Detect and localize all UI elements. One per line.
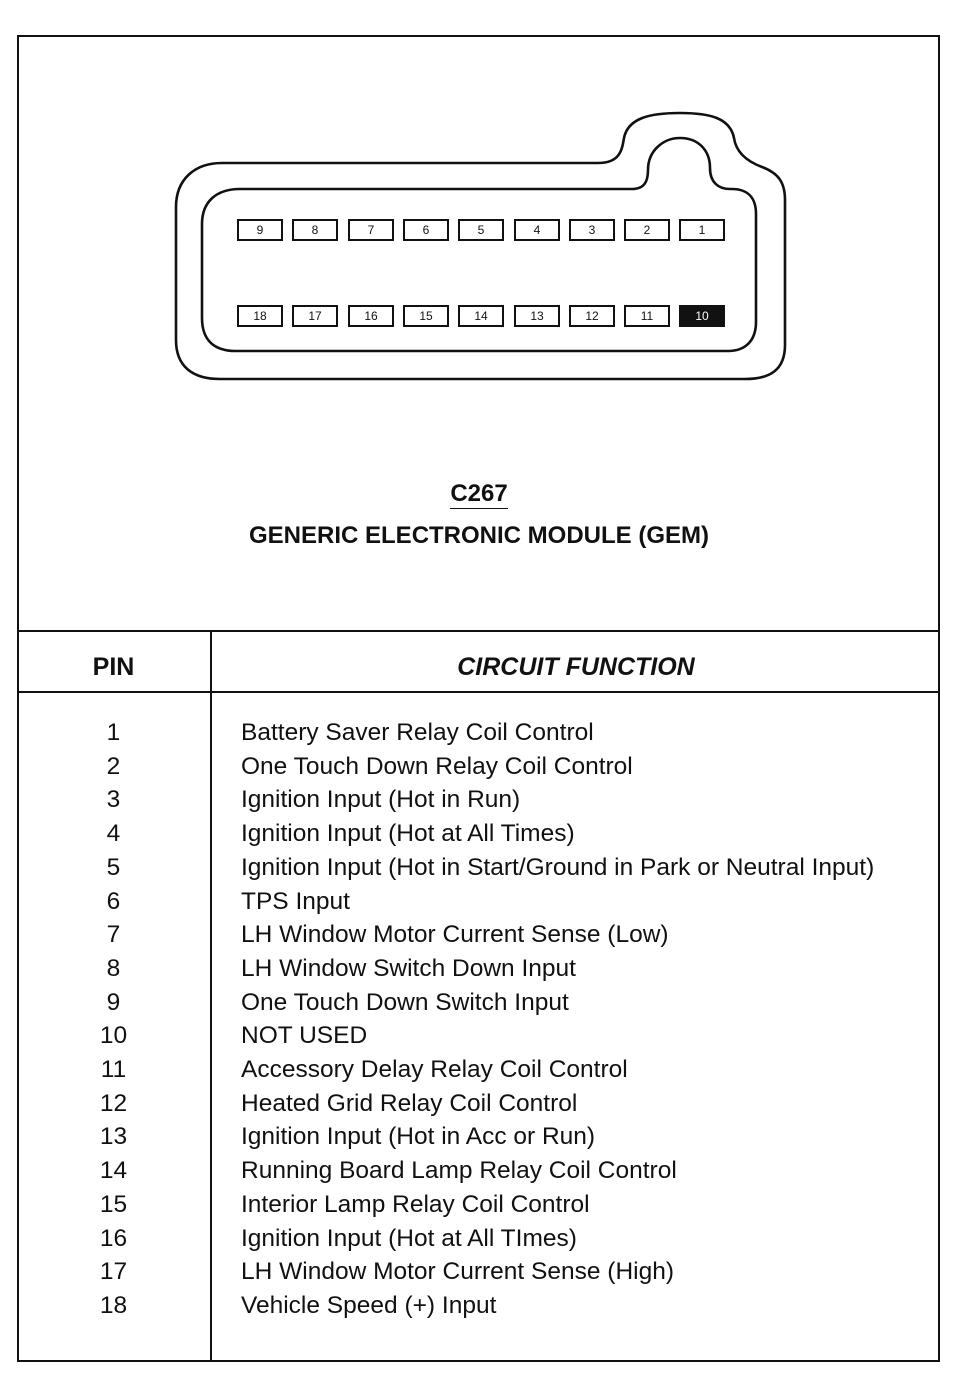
connector-name: GENERIC ELECTRONIC MODULE (GEM) <box>249 522 709 549</box>
pin-function-table <box>17 716 940 1323</box>
table-row <box>17 783 940 817</box>
pin-8: 8 <box>292 219 338 241</box>
circuit-function: Heated Grid Relay Coil Control <box>241 1089 578 1117</box>
pin-10: 10 <box>679 305 725 327</box>
pin-number: 18 <box>99 1291 128 1319</box>
pin-number: 14 <box>99 1157 128 1185</box>
circuit-function: TPS Input <box>241 887 350 915</box>
circuit-function: Interior Lamp Relay Coil Control <box>241 1190 590 1218</box>
table-header-rule <box>17 691 940 693</box>
table-row <box>17 1087 940 1121</box>
circuit-function: Accessory Delay Relay Coil Control <box>241 1056 628 1084</box>
table-row <box>17 716 940 750</box>
table-row <box>17 1188 940 1222</box>
pin-number: 4 <box>106 820 121 848</box>
pin-number: 6 <box>106 887 121 915</box>
pin-number: 11 <box>100 1056 127 1084</box>
circuit-function: Ignition Input (Hot at All Times) <box>241 820 575 848</box>
circuit-function: Vehicle Speed (+) Input <box>241 1291 497 1319</box>
circuit-function: LH Window Motor Current Sense (High) <box>241 1258 674 1286</box>
pin-6: 6 <box>403 219 449 241</box>
pin-4: 4 <box>514 219 560 241</box>
pin-number: 8 <box>106 954 121 982</box>
circuit-function: LH Window Motor Current Sense (Low) <box>241 921 669 949</box>
pin-number: 10 <box>99 1022 128 1050</box>
table-row <box>17 1289 940 1323</box>
pin-2: 2 <box>624 219 670 241</box>
circuit-function: Ignition Input (Hot in Start/Ground in Park or Neutral Input) <box>241 853 875 881</box>
pin-number: 15 <box>99 1190 128 1218</box>
table-row <box>17 1053 940 1087</box>
circuit-function: One Touch Down Switch Input <box>241 988 569 1016</box>
pin-number: 16 <box>99 1224 128 1252</box>
pin-11: 11 <box>624 305 670 327</box>
pin-number: 17 <box>99 1258 128 1286</box>
circuit-function: Battery Saver Relay Coil Control <box>241 719 594 746</box>
pin-1: 1 <box>679 219 725 241</box>
pin-12: 12 <box>569 305 615 327</box>
table-row <box>17 1154 940 1188</box>
connector-id <box>0 480 958 508</box>
table-row <box>17 1255 940 1289</box>
header-pin: PIN <box>92 653 135 681</box>
pin-number: 2 <box>106 752 121 780</box>
table-row <box>17 1019 940 1053</box>
pin-number: 9 <box>106 988 121 1016</box>
pin-17: 17 <box>292 305 338 327</box>
pin-number: 12 <box>99 1089 128 1117</box>
pin-number: 13 <box>99 1123 128 1151</box>
table-row <box>17 918 940 952</box>
circuit-function: Running Board Lamp Relay Coil Control <box>241 1157 677 1185</box>
circuit-function: One Touch Down Relay Coil Control <box>241 752 633 780</box>
table-row <box>17 851 940 885</box>
pin-number: 3 <box>106 786 121 814</box>
table-row <box>17 750 940 784</box>
circuit-function: Ignition Input (Hot at All TImes) <box>241 1224 577 1252</box>
connector-id-text: C267 <box>450 480 508 507</box>
table-row <box>17 885 940 919</box>
circuit-function: NOT USED <box>241 1022 368 1050</box>
table-row <box>17 952 940 986</box>
table-row <box>17 1120 940 1154</box>
pin-7: 7 <box>348 219 394 241</box>
pin-13: 13 <box>514 305 560 327</box>
table-top-rule <box>17 630 940 632</box>
pin-number: 1 <box>106 719 121 746</box>
table-row <box>17 817 940 851</box>
circuit-function: LH Window Switch Down Input <box>241 954 576 982</box>
header-circuit-function: CIRCUIT FUNCTION <box>457 653 695 681</box>
table-row <box>17 986 940 1020</box>
pin-5: 5 <box>458 219 504 241</box>
circuit-function: Ignition Input (Hot in Acc or Run) <box>241 1123 596 1151</box>
pin-18: 18 <box>237 305 283 327</box>
table-row <box>17 1222 940 1256</box>
pin-3: 3 <box>569 219 615 241</box>
pin-16: 16 <box>348 305 394 327</box>
pin-number: 5 <box>106 853 121 881</box>
pin-number: 7 <box>106 921 121 949</box>
pin-14: 14 <box>458 305 504 327</box>
circuit-function: Ignition Input (Hot in Run) <box>241 786 521 814</box>
pin-9: 9 <box>237 219 283 241</box>
pin-15: 15 <box>403 305 449 327</box>
